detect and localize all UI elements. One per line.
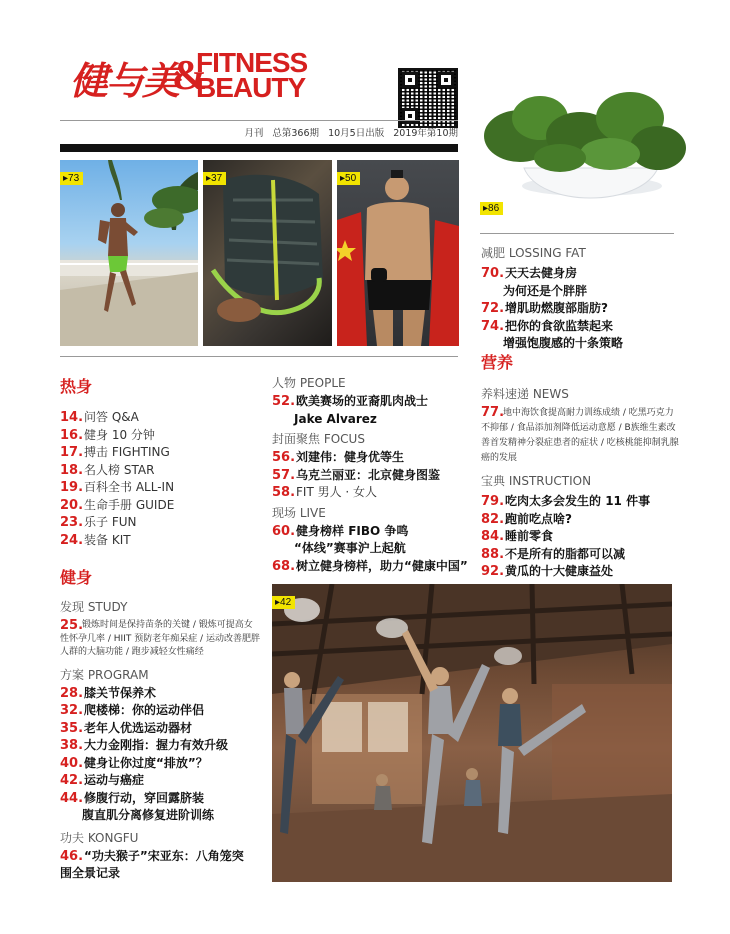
focus-list (272, 449, 468, 502)
toc-entry[interactable]: 68.树立健身榜样，助力“健康中国” (272, 558, 468, 574)
subsection-people: 人物 PEOPLE (272, 376, 346, 390)
toc-entry-kongfu[interactable]: 46.“功夫猴子”宋亚东：八角笼突 围全景记录 (60, 848, 244, 880)
logo-chinese: 健与美 (70, 58, 179, 103)
toc-entry[interactable]: 42.运动与癌症 (60, 773, 145, 788)
subsection-kongfu: 功夫 KONGFU (60, 830, 139, 845)
page-tag: ▸86 (480, 202, 503, 215)
toc-entry[interactable]: 19.百科全书 ALL-IN (60, 480, 175, 495)
toc-entry[interactable]: 24.装备 KIT (60, 532, 131, 548)
toc-entry[interactable]: 57.乌克兰丽亚：北京健身图鉴 (272, 467, 441, 483)
instruction-list (481, 493, 681, 581)
section-divider (480, 233, 674, 234)
issue-info (60, 120, 458, 139)
toc-entry[interactable]: 60.健身榜样 FIBO 争鸣 (272, 523, 409, 539)
subsection-fatloss: 减肥 LOSSING FAT (481, 246, 586, 260)
toc-entry[interactable]: 38.大力金刚指：握力有效升级 (60, 738, 229, 753)
toc-entry[interactable]: 18.名人榜 STAR (60, 462, 155, 478)
toc-entry-study[interactable]: 25. 锻炼时间是保持苗条的关键 / 锻炼可提高女性怀孕几率 / HIIT 预防老年痴呆症 / 运动改善肥胖人群的大脑功能 / 跑步减轻女性痛经 (60, 618, 260, 657)
issue-total: 总第366期 (272, 128, 320, 139)
toc-entry[interactable]: 17.搏击 FIGHTING (60, 445, 170, 460)
warmup-section (60, 374, 260, 549)
nutrition-section (481, 350, 681, 581)
section-title-warmup: 热身 (60, 377, 93, 396)
toc-entry[interactable]: 84.睡前零食 (481, 529, 554, 544)
toc-entry[interactable]: 58.FIT 男人 · 女人 (272, 485, 378, 500)
toc-entry[interactable]: 14.问答 Q&A (60, 410, 139, 425)
section-title-nutrition: 营养 (481, 353, 514, 372)
fitness-section (60, 565, 260, 883)
training-gear-photo[interactable] (203, 160, 332, 346)
toc-entry[interactable]: 82.跑前吃点啥? (481, 511, 572, 527)
toc-entry[interactable]: 20.生命手册 GUIDE (60, 497, 175, 513)
toc-entry[interactable]: 88.不是所有的脂都可以减 (481, 546, 626, 562)
toc-entry[interactable]: 56.刘建伟：健身优等生 (272, 450, 405, 465)
people-focus-live-section (272, 374, 468, 575)
toc-entry[interactable]: 72.增肌助燃腹部脂肪? (481, 301, 608, 316)
kale-bowl-photo[interactable] (480, 78, 690, 218)
toc-entry-news[interactable]: 77. 地中海饮食提高耐力训练成绩 / 吃黑巧克力不抑郁 / 食品添加剂降低运动意愿 / B族维生素改善首发精神分裂症患者的症状 / 吃核桃能抑制乳腺癌的发展 (481, 405, 679, 463)
page-tag: ▸42 (272, 596, 295, 609)
toc-entry[interactable]: 35.老年人优选运动器材 (60, 720, 193, 736)
live-list (272, 523, 468, 576)
toc-entry[interactable]: 40.健身让你过度“排放”？ (60, 755, 208, 771)
logo-english-line2: BEAUTY (196, 72, 306, 103)
logo-ampersand: & (172, 53, 207, 99)
subsection-news: 养料速递 NEWS (481, 387, 569, 401)
issue-number: 2019年第10期 (393, 128, 458, 139)
toc-entry[interactable]: 79.吃肉太多会发生的 11 件事 (481, 494, 651, 509)
toc-entry[interactable]: 16.健身 10 分钟 (60, 427, 155, 443)
issue-frequency: 月刊 (244, 128, 264, 139)
subsection-study: 发现 STUDY (60, 600, 128, 614)
header-divider (60, 144, 458, 152)
page-tag: ▸73 (60, 172, 83, 185)
section-divider (60, 356, 458, 357)
toc-entry[interactable]: 70.天天去健身房 为何还是个胖胖 (481, 266, 588, 298)
page-tag: ▸37 (203, 172, 226, 185)
program-list (60, 685, 260, 825)
subsection-focus: 封面聚焦 FOCUS (272, 432, 365, 446)
dance-class-photo[interactable] (272, 584, 672, 882)
page-tag: ▸50 (337, 172, 360, 185)
logo-english-line1: FITNESS (196, 47, 308, 78)
qr-code-icon (398, 68, 458, 128)
warmup-list (60, 409, 260, 549)
toc-entry[interactable]: 23.乐子 FUN (60, 515, 137, 530)
fatloss-section (481, 244, 681, 353)
toc-entry[interactable]: 32.爬楼梯：你的运动伴侣 (60, 703, 205, 718)
toc-entry[interactable]: 92.黄瓜的十大健康益处 (481, 564, 614, 579)
toc-entry[interactable]: 28.膝关节保养术 (60, 685, 157, 701)
runner-photo[interactable] (60, 160, 198, 346)
toc-entry[interactable]: 74.把你的食欲监禁起来 增强饱腹感的十条策略 (481, 318, 624, 350)
subsection-instruction: 宝典 INSTRUCTION (481, 474, 592, 488)
fatloss-list (481, 265, 681, 353)
toc-entry-continuation: 腹直肌分离修复进阶训练 (82, 808, 215, 822)
issue-date: 10月5日出版 (328, 128, 385, 139)
subsection-live: 现场 LIVE (272, 505, 326, 520)
toc-entry-people[interactable]: 52.欧美赛场的亚裔肌肉战士 Jake Alvarez (272, 394, 429, 426)
subsection-program: 方案 PROGRAM (60, 667, 149, 682)
toc-entry[interactable]: 44.修腹行动，穿回露脐装 (60, 790, 205, 806)
fighter-photo[interactable] (337, 160, 459, 346)
toc-entry-continuation: “体线”赛事沪上起航 (294, 541, 406, 555)
section-title-fitness: 健身 (60, 568, 93, 587)
